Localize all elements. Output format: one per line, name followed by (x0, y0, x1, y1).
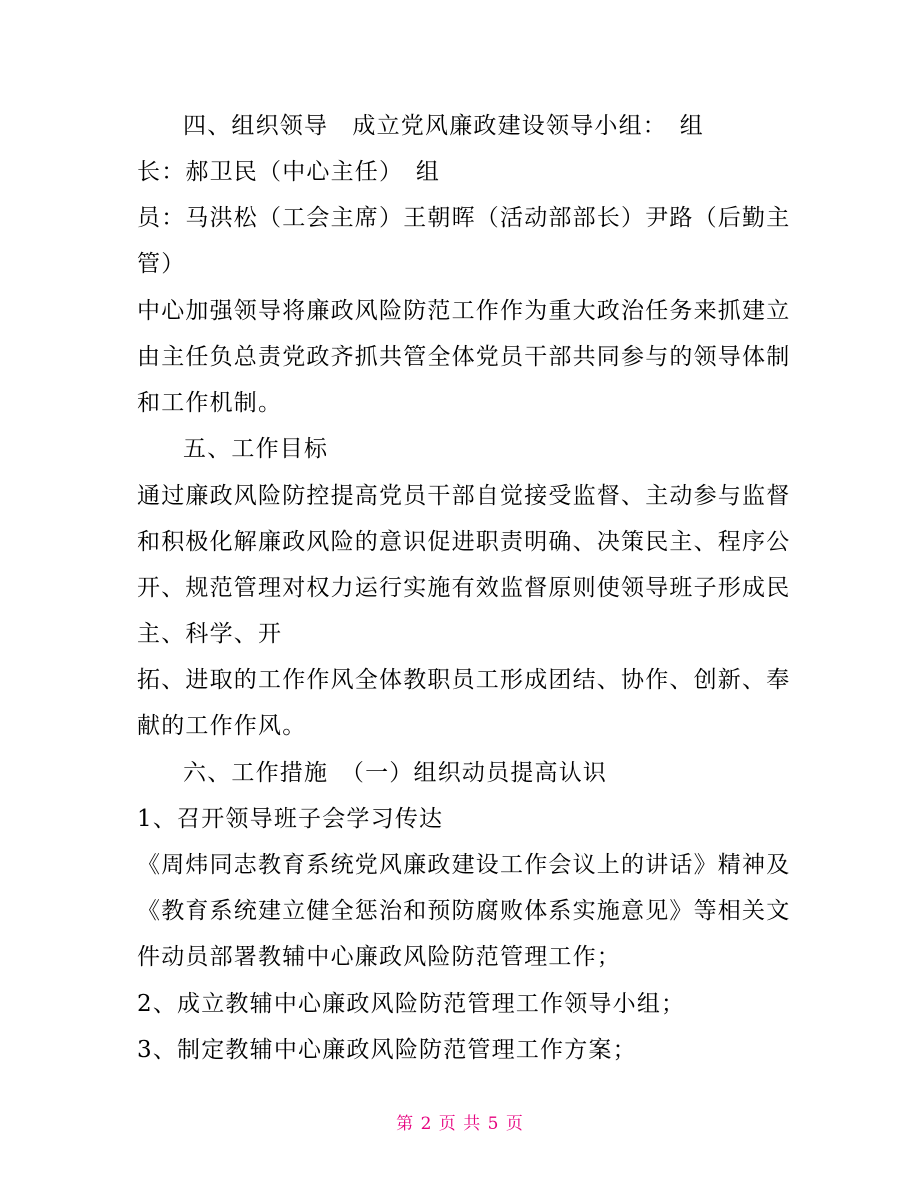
paragraph-line: 《周炜同志教育系统党风廉政建设工作会议上的讲话》精神及 (137, 852, 791, 878)
paragraph-line: 员：马洪松（工会主席）王朝晖（活动部部长）尹路（后勤主 (137, 205, 791, 231)
list-item: 2、成立教辅中心廉政风险防范管理工作领导小组； (137, 991, 686, 1017)
paragraph-line: 件动员部署教辅中心廉政风险防范管理工作； (137, 944, 621, 970)
list-item: 3、制定教辅中心廉政风险防范管理工作方案； (137, 1037, 637, 1063)
paragraph-line: 管） (137, 251, 186, 277)
paragraph-line: 中心加强领导将廉政风险防范工作作为重大政治任务来抓建立 (137, 298, 791, 324)
paragraph-line: 献的工作作风。 (137, 713, 307, 739)
list-item: 1、召开领导班子会学习传达 (137, 806, 444, 832)
paragraph-line: 和工作机制。 (137, 390, 283, 416)
page-number-footer: 第 2 页 共 5 页 (396, 1114, 524, 1134)
heading-goals: 五、工作目标 (183, 436, 329, 462)
paragraph-line: 和积极化解廉政风险的意识促进职责明确、决策民主、程序公 (137, 529, 791, 555)
paragraph-line: 主、科学、开 (137, 621, 283, 647)
heading-organization: 四、组织领导 成立党风廉政建设领导小组： 组 (183, 113, 704, 139)
paragraph-line: 《教育系统建立健全惩治和预防腐败体系实施意见》等相关文 (137, 898, 791, 924)
paragraph-line: 拓、进取的工作作风全体教职员工形成团结、协作、创新、奉 (137, 667, 791, 693)
heading-measures: 六、工作措施 （一）组织动员提高认识 (183, 760, 608, 786)
paragraph-line: 开、规范管理对权力运行实施有效监督原则使领导班子形成民 (137, 575, 791, 601)
paragraph-line: 长：郝卫民（中心主任） 组 (137, 159, 441, 185)
paragraph-line: 通过廉政风险防控提高党员干部自觉接受监督、主动参与监督 (137, 483, 791, 509)
paragraph-line: 由主任负总责党政齐抓共管全体党员干部共同参与的领导体制 (137, 344, 791, 370)
